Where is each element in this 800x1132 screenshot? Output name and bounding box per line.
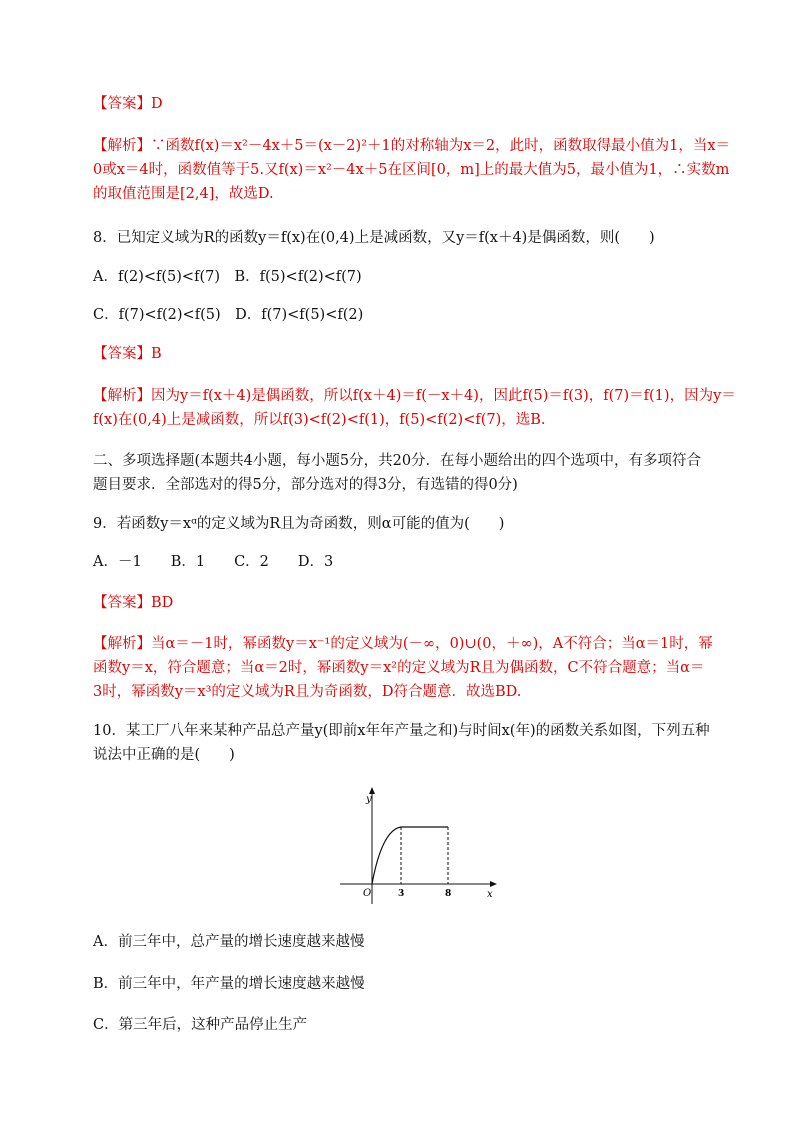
q9-analysis-line-2: 函数y＝x，符合题意；当α＝2时，幂函数y＝x²的定义域为R且为偶函数，C不符合题意；当α＝ xyxy=(93,660,705,676)
q9-analysis-line-1: 【解析】当α＝－1时，幂函数y＝x⁻¹的定义域为(－∞，0)∪(0，＋∞)，A不符合；当α＝1时，幂 xyxy=(93,636,713,652)
q8-options-row-2: C．f(7)<f(2)<f(5) D．f(7)<f(5)<f(2) xyxy=(93,307,364,323)
section2-line-2: 题目要求．全部选对的得5分，部分选对的得3分，有选错的得0分) xyxy=(93,477,518,493)
q9-analysis-line-3: 3时，幂函数y＝x³的定义域为R且为奇函数，D符合题意．故选BD. xyxy=(93,684,522,700)
total-output-curve xyxy=(372,827,401,884)
q10-graph xyxy=(330,784,500,914)
q7-analysis-line-3: 的取值范围是[2,4]，故选D. xyxy=(93,186,274,202)
y-axis-arrow xyxy=(369,787,375,794)
q10-option-b: B．前三年中，年产量的增长速度越来越慢 xyxy=(93,976,365,992)
q8-stem: 8．已知定义域为R的函数y＝f(x)在(0,4)上是减函数，又y＝f(x＋4)是偶函数，则( ) xyxy=(93,230,655,246)
tick-label-8: 8 xyxy=(445,889,452,899)
origin-label: O xyxy=(363,888,372,899)
q10-option-a: A．前三年中，总产量的增长速度越来越慢 xyxy=(93,934,365,950)
q8-answer: 【答案】B xyxy=(93,346,162,362)
q10-stem-line-2: 说法中正确的是( ) xyxy=(93,747,235,763)
q9-stem: 9．若函数y＝xᵅ的定义域为R且为奇函数，则α可能的值为( ) xyxy=(93,516,505,532)
q7-analysis-line-1: 【解析】∵函数f(x)＝x²－4x＋5＝(x－2)²＋1的对称轴为x＝2，此时，函数取得最小值为1，当x＝ xyxy=(93,138,731,154)
x-axis-arrow xyxy=(490,881,497,887)
q9-answer: 【答案】BD xyxy=(93,595,174,611)
q9-options: A．－1 B．1 C．2 D．3 xyxy=(93,554,334,570)
section2-line-1: 二、多项选择题(本题共4小题，每小题5分，共20分．在每小题给出的四个选项中，有多项符合 xyxy=(93,453,702,469)
q8-options-row-1: A．f(2)<f(5)<f(7) B．f(5)<f(2)<f(7) xyxy=(93,269,362,285)
q10-stem-line-1: 10．某工厂八年来某种产品总产量y(即前x年年产量之和)与时间x(年)的函数关系如图，下列五种 xyxy=(93,723,710,739)
q8-analysis-line-1: 【解析】因为y＝f(x＋4)是偶函数，所以f(x＋4)＝f(－x＋4)，因此f(5)＝f(3)，f(7)＝f(1)，因为y＝ xyxy=(93,388,736,404)
q8-analysis-line-2: f(x)在(0,4)上是减函数，所以f(3)<f(2)<f(1)，f(5)<f(2)<f(7)，选B. xyxy=(93,412,546,428)
y-axis-label: y xyxy=(366,794,372,805)
q10-option-c: C．第三年后，这种产品停止生产 xyxy=(93,1017,308,1033)
x-axis-label: x xyxy=(487,889,493,900)
q7-answer: 【答案】D xyxy=(93,96,163,112)
q7-analysis-line-2: 0或x＝4时，函数值等于5.又f(x)＝x²－4x＋5在区间[0，m]上的最大值为5，最小值为1，∴实数m xyxy=(93,162,730,178)
tick-label-3: 3 xyxy=(398,889,405,899)
